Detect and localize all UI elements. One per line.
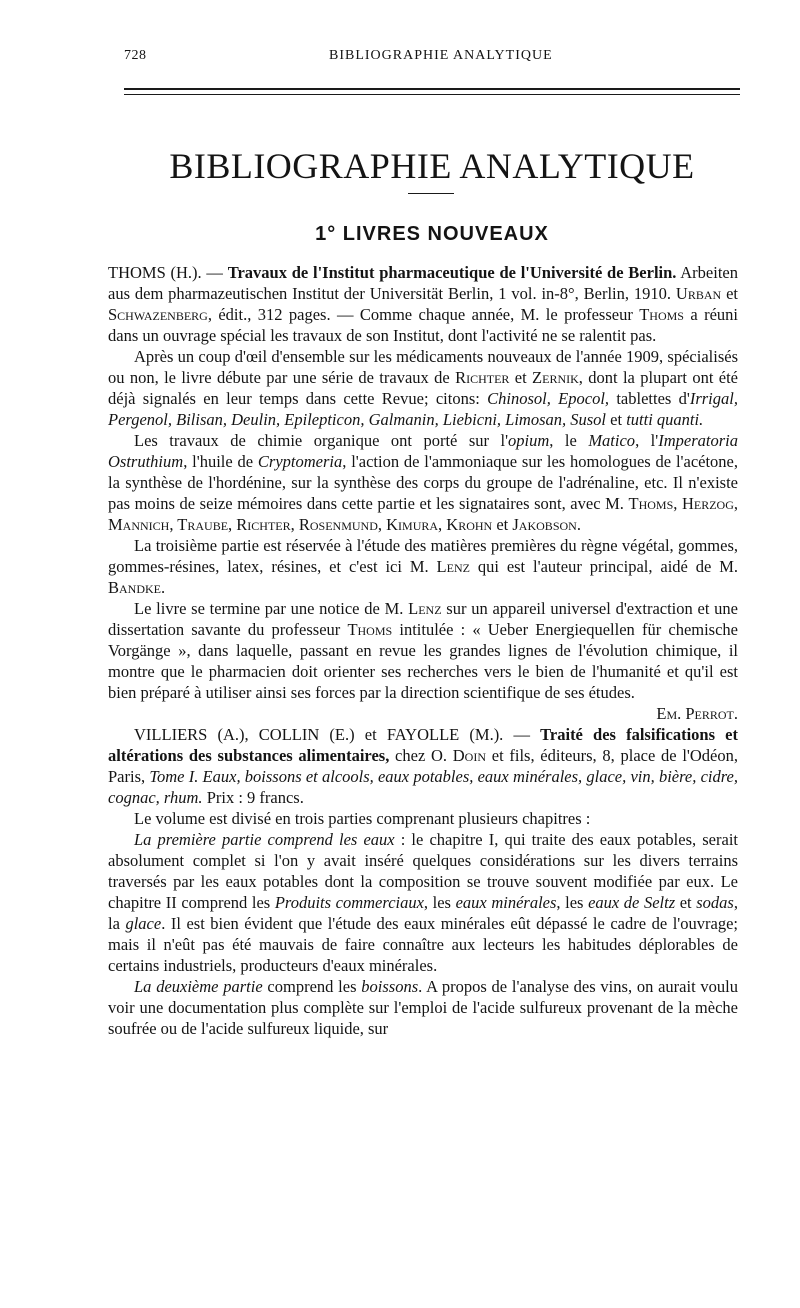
person-name: Jakobson: [512, 515, 577, 534]
paragraph: Après un coup d'œil d'ensemble sur les médicaments nouveaux de l'année 1909, spécialisés ou non, le livre débute par une série de travaux de Richter et Zernik, dont la plupart ont été déjà signalés en leur temps dans cette Revue; citons: Chinosol, Epocol, tablettes d'Irrigal, Pergenol, Bilisan, Deulin, Epilepticon, Galmanin, Liebicni, Limosan, Susol et tutti quanti.: [108, 347, 738, 429]
paragraph: La deuxième partie comprend les boissons. A propos de l'analyse des vins, on aurait voulu voir une documentation plus complète sur l'emploi de l'acide sulfureux provenant de la mèche soufrée ou de l'acide sulfureux liquide, sur: [108, 977, 738, 1038]
price: Prix : 9 francs.: [202, 788, 304, 807]
publisher-name: Doin: [452, 746, 487, 765]
paragraph: La troisième partie est réservée à l'étude des matières premières du règne végétal, gommes, gommes-résines, latex, résines, et c'est ici M. Lenz qui est l'auteur principal, aidé de M. Bandke.: [108, 536, 738, 597]
person-name: Zernik: [532, 368, 579, 387]
header-rule-thick: [124, 88, 740, 90]
paragraph: Le volume est divisé en trois parties comprenant plusieurs chapitres :: [134, 809, 591, 828]
person-name: Lenz: [408, 599, 442, 618]
running-header: [124, 48, 740, 70]
entry-author: VILLIERS (A.), COLLIN (E.) et FAYOLLE (M.). —: [134, 725, 541, 744]
paragraph: Le livre se termine par une notice de M. Lenz sur un appareil universel d'extraction et une dissertation savante du professeur Thoms intitulée : « Ueber Energiequellen für chemische Vorgänge », dans laquelle, passant en revue les grandes lignes de l'évolution chimique, il montre que le pharmacien doit orienter ses recherches vers le bien de l'humanité et qu'il est bien préparé à utiliser ainsi ses forces par la direction scientifique de ses études.: [108, 599, 739, 702]
person-names: Thoms, Herzog, Mannich, Traube, Richter, Rosenmund, Kimura, Krohn: [108, 494, 738, 534]
paragraph: La première partie comprend les eaux : le chapitre I, qui traite des eaux potables, serait absolument complet si l'on y avait inséré quelques considérations sur les divers terrains traversés par les eaux potables dont la composition se trouve souvent modifiée par eux. Le chapitre II comprend les Produits commerciaux, les eaux minérales, les eaux de Seltz et sodas, la glace. Il est bien évident que l'étude des eaux minérales eût dépassé le cadre de l'ouvrage; mais il n'eût pas été mauvais de faire connaître aux lecteurs les habitudes déplorables de certains industriels, producteurs d'eaux minérales.: [108, 830, 738, 975]
entry-villiers-citation: VILLIERS (A.), COLLIN (E.) et FAYOLLE (M.). — Traité des falsifications et altérations des substances alimentaires, chez O. Doin et fils, éditeurs, 8, place de l'Odéon, Paris, Tome I. Eaux, boissons et alcools, eaux potables, eaux minérales, glace, vin, bière, cidre, cognac, rhum. Prix : 9 francs.: [108, 725, 738, 807]
person-name: Bandke: [108, 578, 161, 597]
entry-author: THOMS (H.). —: [108, 263, 228, 282]
publisher-name: Schwazenberg: [108, 305, 208, 324]
entry-thoms-citation: THOMS (H.). — Travaux de l'Institut pharmaceutique de l'Université de Berlin. Arbeiten aus dem pharmazeutischen Institut der Universität Berlin, 1 vol. in-8°, Berlin, 1910. Urban et Schwazenberg, édit., 312 pages. — Comme chaque année, M. le professeur Thoms a réuni dans un ouvrage spécial les travaux de son Institut, dont l'activité ne se ralentit pas.: [108, 263, 738, 345]
section-heading: 1° LIVRES NOUVEAUX: [315, 223, 549, 245]
paragraph: Les travaux de chimie organique ont porté sur l'opium, le Matico, l'Imperatoria Ostruthium, l'huile de Cryptomeria, l'action de l'ammoniaque sur les homologues de l'acétone, la synthèse de l'hordénine, sur la synthèse des corps du groupe de l'adrénaline, etc. Il n'existe pas moins de seize mémoires dans cette partie et les signataires sont, avec M. Thoms, Herzog, Mannich, Traube, Richter, Rosenmund, Kimura, Krohn et Jakobson.: [108, 431, 738, 534]
person-name: Thoms: [639, 305, 684, 324]
article-body: [108, 262, 738, 1039]
entry-title: Traité des falsifications et altérations des substances alimentaires,: [108, 725, 738, 765]
person-name: Richter: [455, 368, 510, 387]
person-name: Thoms: [347, 620, 393, 639]
publisher-name: Urban: [675, 284, 722, 303]
page-number: 728: [124, 48, 147, 63]
person-name: Lenz: [436, 557, 470, 576]
title-divider: [408, 193, 454, 194]
entry-title: Travaux de l'Institut pharmaceutique de l'Université de Berlin.: [227, 263, 677, 282]
reviewer-signature: Em. Perrot.: [656, 704, 738, 723]
header-rule-thin: [124, 94, 740, 95]
page-title: BIBLIOGRAPHIE ANALYTIQUE: [169, 146, 695, 186]
running-title: BIBLIOGRAPHIE ANALYTIQUE: [329, 48, 553, 63]
